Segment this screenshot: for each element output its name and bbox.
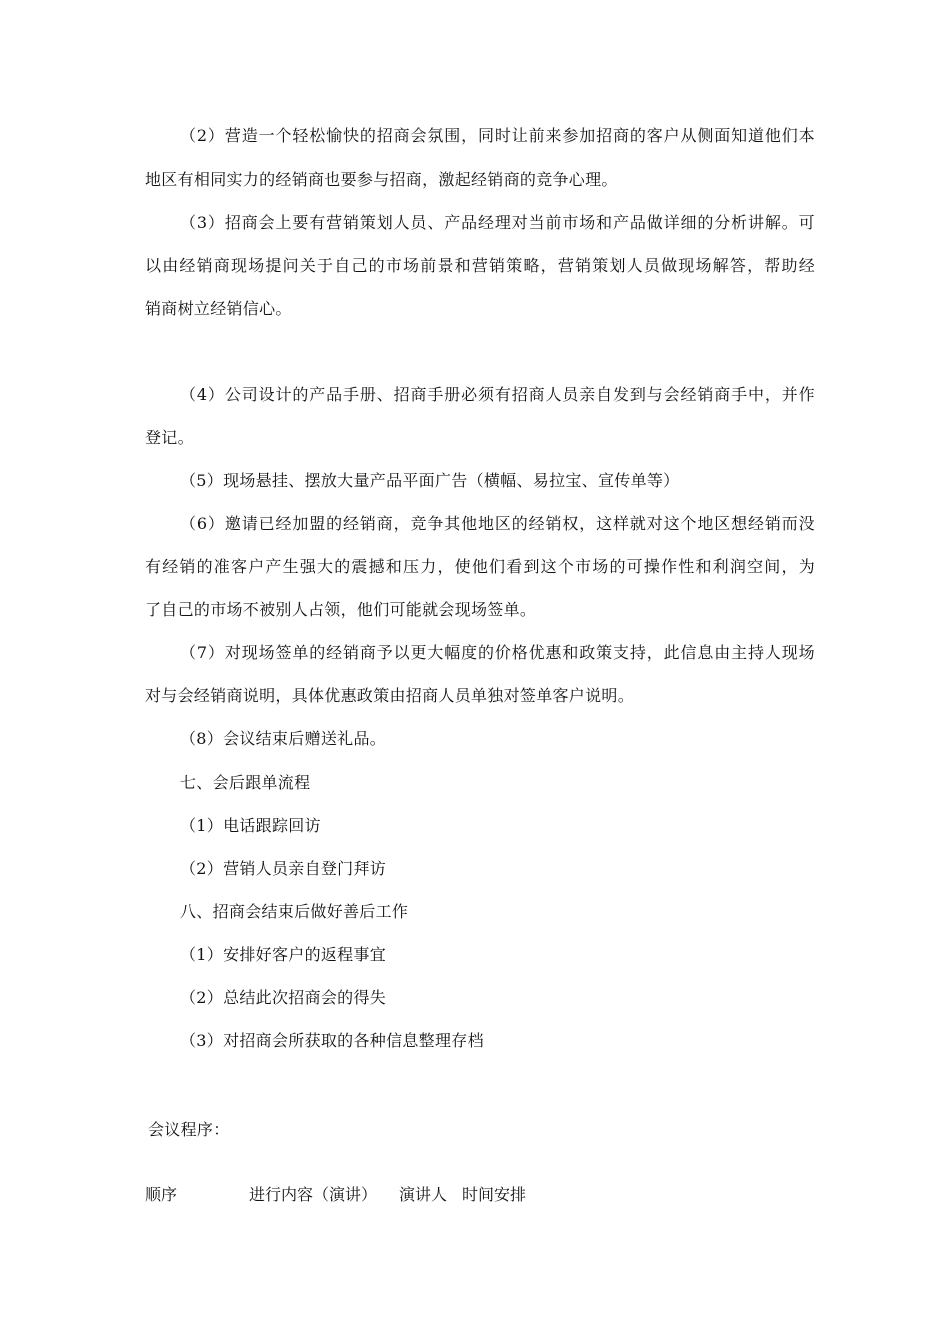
paragraph-4-line-1: （4）公司设计的产品手册、招商手册必须有招商人员亲自发到与会经销商手中，并作	[180, 385, 815, 404]
paragraph-7-line-2: 对与会经销商说明，具体优惠政策由招商人员单独对签单客户说明。	[145, 686, 635, 705]
section-7-heading: 七、会后跟单流程	[180, 773, 311, 792]
column-order: 顺序	[145, 1185, 178, 1204]
section-8-item-3: （3）对招商会所获取的各种信息整理存档	[180, 1031, 484, 1050]
column-speaker: 演讲人	[399, 1185, 448, 1204]
section-7-item-1: （1）电话跟踪回访	[180, 816, 321, 835]
paragraph-6-line-3: 了自己的市场不被别人占领，他们可能就会现场签单。	[145, 600, 537, 619]
paragraph-5: （5）现场悬挂、摆放大量产品平面广告（横幅、易拉宝、宣传单等）	[180, 471, 680, 490]
section-8-item-2: （2）总结此次招商会的得失	[180, 988, 387, 1007]
paragraph-2-line-1: （2）营造一个轻松愉快的招商会氛围，同时让前来参加招商的客户从侧面知道他们本	[180, 126, 815, 145]
paragraph-6-line-1: （6）邀请已经加盟的经销商，竞争其他地区的经销权，这样就对这个地区想经销而没	[180, 514, 815, 533]
paragraph-3-line-2: 以由经销商现场提问关于自己的市场前景和营销策略，营销策划人员做现场解答，帮助经	[145, 256, 815, 275]
paragraph-4-line-2: 登记。	[145, 428, 194, 447]
paragraph-7-line-1: （7）对现场签单的经销商予以更大幅度的价格优惠和政策支持，此信息由主持人现场	[180, 643, 815, 662]
section-7-item-2: （2）营销人员亲自登门拜访	[180, 859, 387, 878]
meeting-program-heading: 会议程序：	[148, 1120, 230, 1139]
program-table-header	[145, 1185, 645, 1205]
paragraph-2-line-2: 地区有相同实力的经销商也要参与招商，激起经销商的竞争心理。	[145, 170, 618, 189]
section-8-item-1: （1）安排好客户的返程事宜	[180, 945, 387, 964]
paragraph-3-line-3: 销商树立经销信心。	[145, 299, 292, 318]
paragraph-8: （8）会议结束后赠送礼品。	[180, 729, 387, 748]
section-8-heading: 八、招商会结束后做好善后工作	[180, 902, 409, 921]
column-time: 时间安排	[462, 1185, 527, 1204]
paragraph-3-line-1: （3）招商会上要有营销策划人员、产品经理对当前市场和产品做详细的分析讲解。可	[180, 213, 815, 232]
column-content: 进行内容（演讲）	[249, 1185, 378, 1204]
paragraph-6-line-2: 有经销的准客户产生强大的震撼和压力，使他们看到这个市场的可操作性和利润空间，为	[145, 557, 815, 576]
